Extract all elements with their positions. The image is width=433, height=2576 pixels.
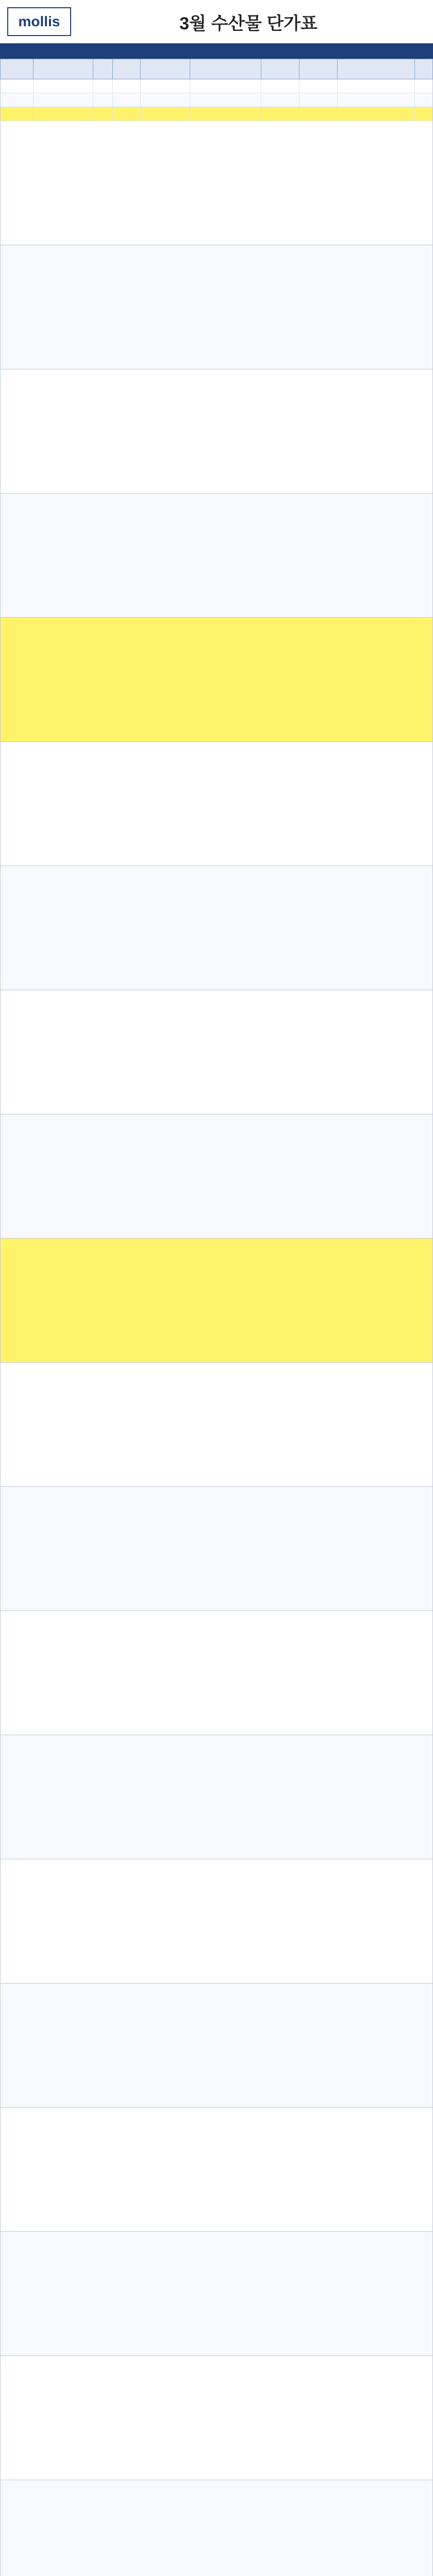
table-cell xyxy=(93,93,113,107)
table-cell xyxy=(1,79,34,93)
table-cell xyxy=(34,93,93,107)
table-section xyxy=(0,618,433,742)
table-cell xyxy=(415,107,433,121)
table-section xyxy=(0,1735,433,1859)
column-header xyxy=(299,59,338,79)
column-header xyxy=(190,59,261,79)
table-row xyxy=(0,93,433,107)
table-cell xyxy=(261,93,299,107)
table-section xyxy=(0,1114,433,1239)
brand-logo: mollis xyxy=(7,7,71,36)
table-cell xyxy=(1,107,34,121)
table-cell xyxy=(113,79,141,93)
table-cell xyxy=(261,107,299,121)
table-section xyxy=(0,2232,433,2356)
column-header xyxy=(1,59,34,79)
table-cell xyxy=(415,79,433,93)
table-cell xyxy=(299,107,338,121)
column-header xyxy=(34,59,93,79)
table-cell xyxy=(190,107,261,121)
document-title: 3월 수산물 단가표 xyxy=(179,13,318,33)
table-row xyxy=(0,107,433,121)
table-section xyxy=(0,245,433,369)
table-section xyxy=(0,121,433,245)
table-row xyxy=(0,79,433,93)
table-cell xyxy=(299,79,338,93)
column-header xyxy=(113,59,141,79)
table-section xyxy=(0,2480,433,2576)
table-section xyxy=(0,1363,433,1487)
table-section xyxy=(0,1859,433,1984)
contact-bar xyxy=(0,44,433,59)
price-table xyxy=(0,59,433,2576)
table-cell xyxy=(113,107,141,121)
table-cell xyxy=(338,79,415,93)
table-cell xyxy=(261,79,299,93)
table-cell xyxy=(34,107,93,121)
table-section xyxy=(0,1239,433,1363)
table-cell xyxy=(299,93,338,107)
table-cell xyxy=(93,107,113,121)
table-cell xyxy=(34,79,93,93)
column-header xyxy=(141,59,190,79)
table-cell xyxy=(141,79,190,93)
table-cell xyxy=(141,93,190,107)
table-section xyxy=(0,866,433,990)
column-header xyxy=(93,59,113,79)
table-section xyxy=(0,1487,433,1611)
table-section xyxy=(0,494,433,618)
table-section xyxy=(0,2108,433,2232)
table-section xyxy=(0,369,433,494)
column-header xyxy=(261,59,299,79)
table-cell xyxy=(190,93,261,107)
table-cell xyxy=(1,93,34,107)
table-cell xyxy=(93,79,113,93)
table-cell xyxy=(415,93,433,107)
table-section xyxy=(0,990,433,1114)
table-section xyxy=(0,742,433,866)
table-cell xyxy=(338,107,415,121)
document-header xyxy=(0,0,433,44)
table-section xyxy=(0,1611,433,1735)
table-section xyxy=(0,2356,433,2480)
table-header-row xyxy=(0,59,433,79)
table-section xyxy=(0,1984,433,2108)
column-header xyxy=(338,59,415,79)
table-cell xyxy=(141,107,190,121)
table-cell xyxy=(113,93,141,107)
column-header xyxy=(415,59,433,79)
table-cell xyxy=(190,79,261,93)
table-cell xyxy=(338,93,415,107)
